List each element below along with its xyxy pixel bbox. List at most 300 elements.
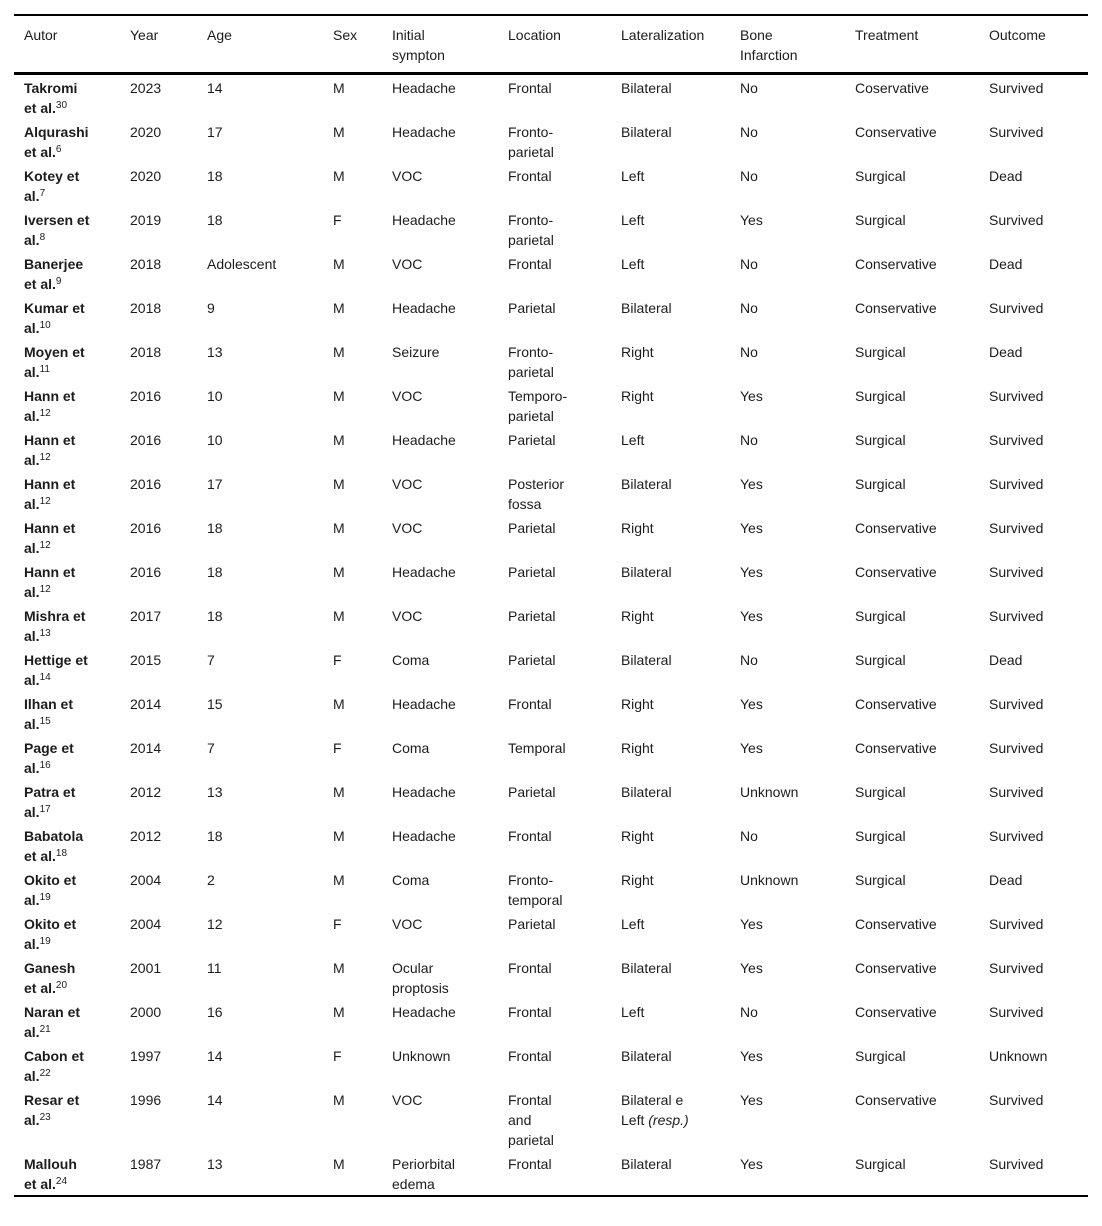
cell-autor [14,691,130,735]
cell-location: Frontal [508,1156,552,1172]
reference-superscript: 17 [39,804,51,815]
cell-year: 2016 [130,432,162,448]
table-row [14,603,1088,647]
cell-outcome: Survived [989,564,1044,580]
cell-symptom: Ocular proptosis [392,960,449,996]
cell-autor [14,1087,130,1151]
cell-age: 14 [207,1092,223,1108]
cell-age: 10 [207,432,223,448]
reference-superscript: 7 [39,188,46,199]
table-row [14,515,1088,559]
cell-lateralization: Bilateral [621,652,672,668]
cell-treatment: Surgical [855,168,906,184]
cell-year: 2014 [130,740,162,756]
header-row [14,15,1088,74]
cell-bone: No [740,344,758,360]
cell-sex: M [333,300,345,316]
cell-year: 2014 [130,696,162,712]
cell-symptom: Headache [392,696,456,712]
cell-treatment: Surgical [855,652,906,668]
table-row [14,207,1088,251]
cell-lateralization: Bilateral [621,1156,672,1172]
cell-autor [14,207,130,251]
cell-location: Parietal [508,652,556,668]
author-name: Hann et al. [24,432,76,468]
cell-autor [14,339,130,383]
reference-superscript: 30 [55,100,68,111]
cell-sex: M [333,828,345,844]
author-name: Okito et al. [24,916,77,952]
table-row [14,867,1088,911]
cell-year: 2018 [130,344,162,360]
author-name: Hann et al. [24,520,76,556]
cell-sex: M [333,432,345,448]
author-name: Moyen et al. [24,344,85,380]
cell-age: 2 [207,872,215,888]
cell-sex: F [333,916,342,932]
cell-autor [14,163,130,207]
table-row [14,251,1088,295]
cell-lateralization: Bilateral [621,300,672,316]
cell-sex: M [333,80,345,96]
author-name: Hann et al. [24,476,76,512]
cell-location: Fronto-temporal [508,872,563,908]
cell-outcome: Dead [989,344,1023,360]
cell-age: 18 [207,212,223,228]
cell-bone: No [740,828,758,844]
cell-sex: M [333,696,345,712]
reference-superscript: 16 [39,760,51,771]
cell-treatment: Surgical [855,432,906,448]
cell-year: 1996 [130,1092,162,1108]
cell-sex: M [333,1092,345,1108]
cell-symptom: Headache [392,212,456,228]
cell-bone: Yes [740,1092,763,1108]
cell-year: 2016 [130,388,162,404]
column-header-autor: Autor [14,15,130,74]
cell-age: 18 [207,828,223,844]
cell-location: Temporo-parietal [508,388,568,424]
cell-age: 13 [207,784,223,800]
cell-age: 7 [207,652,215,668]
cell-outcome: Survived [989,80,1044,96]
reference-superscript: 12 [39,452,51,463]
cell-symptom: VOC [392,388,423,404]
cell-lateralization: Left [621,1004,645,1020]
cell-autor [14,251,130,295]
cell-year: 2012 [130,828,162,844]
cell-location: Frontal [508,828,552,844]
cell-bone: Yes [740,476,763,492]
cell-symptom: Periorbital edema [392,1156,456,1192]
reference-superscript: 20 [55,980,68,991]
cell-age: 17 [207,476,223,492]
cell-year: 1997 [130,1048,162,1064]
column-header-outcome: Outcome [989,15,1088,74]
cell-age: 14 [207,80,223,96]
cell-symptom: VOC [392,168,423,184]
cell-bone: Yes [740,1156,763,1172]
cell-treatment: Surgical [855,784,906,800]
cell-bone: Yes [740,564,763,580]
cell-year: 2016 [130,476,162,492]
cell-year: 1987 [130,1156,162,1172]
cell-location: Parietal [508,300,556,316]
cell-year: 2004 [130,916,162,932]
cell-symptom: Seizure [392,344,440,360]
author-name: Page et al. [24,740,74,776]
reference-superscript: 21 [39,1024,51,1035]
cell-sex: M [333,520,345,536]
cell-autor [14,911,130,955]
cell-location: Parietal [508,916,556,932]
cell-year: 2000 [130,1004,162,1020]
cell-location: Temporal [508,740,566,756]
cell-treatment: Conservative [855,564,937,580]
table-row [14,339,1088,383]
cell-bone: No [740,80,758,96]
cell-outcome: Survived [989,1092,1044,1108]
cell-year: 2019 [130,212,162,228]
cell-outcome: Dead [989,168,1023,184]
cell-sex: M [333,564,345,580]
reference-superscript: 9 [55,276,62,287]
reference-superscript: 10 [39,320,51,331]
reference-superscript: 15 [39,716,51,727]
table-row [14,1087,1088,1151]
reference-superscript: 12 [39,584,51,595]
cell-autor [14,427,130,471]
cell-autor [14,779,130,823]
cell-sex: M [333,168,345,184]
cell-symptom: Headache [392,784,456,800]
cell-symptom: VOC [392,256,423,272]
author-name: Naran et al. [24,1004,81,1040]
table-row [14,735,1088,779]
cell-outcome: Survived [989,828,1044,844]
cell-outcome: Survived [989,388,1044,404]
column-header-location: Location [508,15,621,74]
cell-outcome: Survived [989,740,1044,756]
cell-lateralization: Bilateral [621,564,672,580]
cell-year: 2001 [130,960,162,976]
cell-outcome: Dead [989,256,1023,272]
cell-lateralization: Right [621,388,654,404]
cell-symptom: Headache [392,828,456,844]
cell-bone: Yes [740,608,763,624]
table-row [14,295,1088,339]
cell-age: 17 [207,124,223,140]
cell-treatment: Conservative [855,696,937,712]
reference-superscript: 6 [55,144,62,155]
cell-year: 2017 [130,608,162,624]
cell-lateralization: Bilateral [621,960,672,976]
author-name: Ganesh et al. [24,960,76,996]
cell-year: 2023 [130,80,162,96]
cell-lateralization: Right [621,740,654,756]
cell-sex: M [333,476,345,492]
reference-superscript: 8 [39,232,46,243]
cell-symptom: Headache [392,80,456,96]
cell-bone: Yes [740,696,763,712]
cell-age: 11 [207,960,222,976]
cell-outcome: Survived [989,696,1044,712]
cell-bone: Unknown [740,784,799,800]
cell-year: 2018 [130,300,162,316]
cell-location: Frontal [508,80,552,96]
cell-symptom: Headache [392,1004,456,1020]
cell-bone: No [740,256,758,272]
cell-outcome: Survived [989,300,1044,316]
reference-superscript: 12 [39,540,51,551]
cell-sex: M [333,124,345,140]
cell-location: Frontal and parietal [508,1092,554,1148]
cell-symptom: VOC [392,1092,423,1108]
cell-location: Frontal [508,696,552,712]
cell-year: 2004 [130,872,162,888]
column-header-bone: Bone Infarction [740,15,855,74]
cell-bone: Yes [740,520,763,536]
cell-lateralization: Left [621,212,645,228]
reference-superscript: 13 [39,628,51,639]
cell-lateralization: Bilateral [621,1048,672,1064]
cell-location: Parietal [508,520,556,536]
reference-superscript: 23 [39,1112,51,1123]
cell-treatment: Surgical [855,872,906,888]
author-name: Mishra et al. [24,608,86,644]
cell-symptom: Coma [392,740,430,756]
author-name: Kumar et al. [24,300,85,336]
cell-bone: Yes [740,916,763,932]
cell-autor [14,735,130,779]
table-row [14,999,1088,1043]
cell-sex: M [333,256,345,272]
cell-sex: M [333,344,345,360]
author-name: Hann et al. [24,388,76,424]
cell-age: 15 [207,696,223,712]
cell-age: 18 [207,168,223,184]
cell-autor [14,955,130,999]
cell-symptom: Coma [392,652,430,668]
table-row [14,823,1088,867]
cell-location: Frontal [508,1048,552,1064]
cell-autor [14,471,130,515]
cell-sex: M [333,608,345,624]
reference-superscript: 24 [55,1176,68,1187]
cell-lateralization: Right [621,344,654,360]
author-name: Patra et al. [24,784,76,820]
cell-autor [14,603,130,647]
cell-treatment: Conservative [855,1092,937,1108]
cell-treatment: Conservative [855,300,937,316]
cell-treatment: Surgical [855,1048,906,1064]
author-name: Iversen et al. [24,212,90,248]
column-header-lateralization: Lateralization [621,15,740,74]
table-row [14,383,1088,427]
cell-outcome: Survived [989,1156,1044,1172]
cell-sex: F [333,1048,342,1064]
cell-autor [14,119,130,163]
cell-lateralization: Left [621,916,645,932]
cell-age: 14 [207,1048,223,1064]
cell-symptom: VOC [392,608,423,624]
reference-superscript: 12 [39,408,51,419]
table-row [14,427,1088,471]
cell-lateralization: Bilateral [621,784,672,800]
cell-autor [14,515,130,559]
cell-outcome: Survived [989,1004,1044,1020]
cell-bone: No [740,168,758,184]
cell-autor [14,559,130,603]
cell-bone: No [740,652,758,668]
cell-bone: Yes [740,212,763,228]
cell-location: Fronto-parietal [508,212,554,248]
column-header-age: Age [207,15,333,74]
table-row [14,691,1088,735]
cell-age: 9 [207,300,215,316]
cell-age: 10 [207,388,223,404]
author-name: Mallouh et al. [24,1156,77,1192]
cell-lateralization: Left [621,256,645,272]
cell-location: Parietal [508,608,556,624]
cell-location: Parietal [508,784,556,800]
author-name: Hettige et al. [24,652,88,688]
case-series-table [14,14,1088,1197]
reference-superscript: 11 [39,364,50,375]
column-header-sex: Sex [333,15,392,74]
table-row [14,647,1088,691]
cell-symptom: Unknown [392,1048,451,1064]
cell-sex: F [333,652,342,668]
cell-year: 2020 [130,124,162,140]
cell-treatment: Conservative [855,124,937,140]
cell-year: 2020 [130,168,162,184]
cell-location: Fronto-parietal [508,124,554,160]
cell-outcome: Survived [989,124,1044,140]
cell-symptom: Coma [392,872,430,888]
cell-sex: M [333,1004,345,1020]
table-row [14,163,1088,207]
cell-treatment: Surgical [855,828,906,844]
cell-outcome: Dead [989,652,1023,668]
cell-location: Frontal [508,256,552,272]
table-row [14,471,1088,515]
cell-lateralization: Right [621,872,654,888]
author-name: Okito et al. [24,872,77,908]
author-name: Ilhan et al. [24,696,74,732]
cell-symptom: VOC [392,476,423,492]
cell-year: 2012 [130,784,162,800]
table-row [14,119,1088,163]
cell-treatment: Surgical [855,388,906,404]
reference-superscript: 22 [39,1068,51,1079]
column-header-symptom: Initial sympton [392,15,508,74]
cell-treatment: Conservative [855,740,937,756]
cell-age: 13 [207,1156,223,1172]
cell-location: Parietal [508,432,556,448]
cell-symptom: VOC [392,520,423,536]
table-row [14,1151,1088,1196]
author-name: Resar et al. [24,1092,80,1128]
cell-bone: Unknown [740,872,799,888]
cell-sex: F [333,740,342,756]
cell-outcome: Survived [989,916,1044,932]
cell-age: 7 [207,740,215,756]
cell-treatment: Surgical [855,344,906,360]
cell-symptom: Headache [392,124,456,140]
cell-autor [14,1151,130,1196]
table-row [14,955,1088,999]
reference-superscript: 14 [39,672,51,683]
cell-bone: No [740,300,758,316]
cell-sex: M [333,1156,345,1172]
cell-sex: M [333,388,345,404]
cell-lateralization: Right [621,520,654,536]
cell-sex: M [333,784,345,800]
cell-autor [14,295,130,339]
cell-lateralization: Left [621,168,645,184]
cell-bone: Yes [740,960,763,976]
cell-bone: Yes [740,740,763,756]
cell-location: Frontal [508,960,552,976]
reference-superscript: 18 [55,848,68,859]
author-name: Hann et al. [24,564,76,600]
column-header-treatment: Treatment [855,15,989,74]
table-row [14,779,1088,823]
cell-autor [14,74,130,120]
cell-sex: M [333,872,345,888]
reference-superscript: 19 [39,892,51,903]
lateralization-note: (resp.) [648,1112,689,1128]
cell-treatment: Conservative [855,520,937,536]
cell-bone: No [740,1004,758,1020]
cell-autor [14,1043,130,1087]
cell-location: Frontal [508,1004,552,1020]
cell-symptom: VOC [392,916,423,932]
cell-outcome: Unknown [989,1048,1048,1064]
cell-year: 2016 [130,564,162,580]
reference-superscript: 12 [39,496,51,507]
cell-outcome: Survived [989,960,1044,976]
cell-bone: Yes [740,1048,763,1064]
cell-autor [14,383,130,427]
cell-outcome: Survived [989,608,1044,624]
cell-location: Posterior fossa [508,476,565,512]
cell-age: Adolescent [207,256,277,272]
author-name: Kotey et al. [24,168,80,204]
cell-symptom: Headache [392,432,456,448]
cell-lateralization: Bilateral e Left (resp.) [621,1092,689,1128]
cell-age: 13 [207,344,223,360]
reference-superscript: 19 [39,936,51,947]
cell-treatment: Surgical [855,212,906,228]
cell-outcome: Survived [989,520,1044,536]
cell-autor [14,823,130,867]
cell-year: 2018 [130,256,162,272]
cell-lateralization: Right [621,696,654,712]
cell-treatment: Conservative [855,1004,937,1020]
cell-age: 12 [207,916,223,932]
cell-treatment: Conservative [855,916,937,932]
cell-lateralization: Right [621,608,654,624]
table-row [14,559,1088,603]
cell-outcome: Survived [989,476,1044,492]
author-name: Banerjee et al. [24,256,84,292]
cell-sex: F [333,212,342,228]
table-row [14,74,1088,120]
cell-outcome: Survived [989,432,1044,448]
cell-treatment: Surgical [855,1156,906,1172]
